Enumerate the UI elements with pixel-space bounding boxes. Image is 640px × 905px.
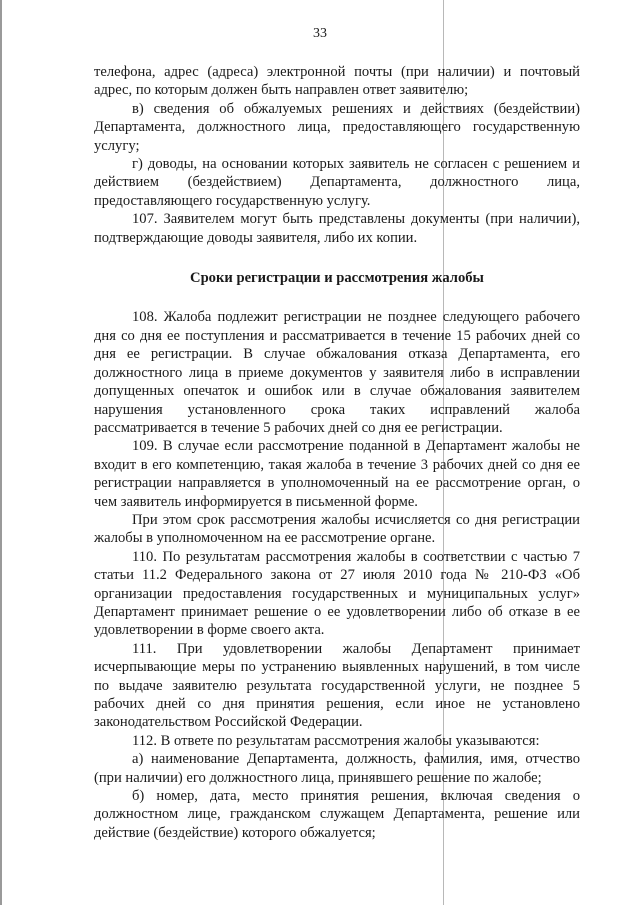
paragraph: 110. По результатам рассмотрения жалобы в соответствии с частью 7 статьи 11.2 Федерального закона от 27 июля 2010 года № 210-ФЗ «Об организации предоставления государственных и муниципальных услуг» Департамент принимает решение о ее удовлетворении либо об отказе в ее удовлетворении в форме своего акта.: [94, 548, 580, 639]
paragraph: г) доводы, на основании которых заявитель не согласен с решением и действием (бездействием) Департамента, должностного лица, предоставляющего государственную услугу.: [94, 156, 580, 209]
paragraph: в) сведения об обжалуемых решениях и действиях (бездействии) Департамента, должностного лица, предоставляющего государственную услугу;: [94, 100, 580, 154]
paragraph: 109. В случае если рассмотрение поданной в Департамент жалобы не входит в его компетенцию, такая жалоба в течение 3 рабочих дней со дня ее регистрации направляется в уполномоченный на ее рассмотрение орган, о чем заявитель информируется в письменной форме.: [94, 438, 580, 510]
paragraph: 111. При удовлетворении жалобы Департамент принимает исчерпывающие меры по устранению выявленных нарушений, в том числе по выдаче заявителю результата государственной услуги, не позднее 5 рабочих дней со дня принятия решения, если иное не установлено законодательством Российской Федерации.: [94, 640, 580, 731]
paragraph: б) номер, дата, место принятия решения, включая сведения о должностном лице, гражданском служащем Департамента, решение или действие (бездействие) которого обжалуется;: [94, 788, 580, 841]
scan-left-edge: [0, 0, 2, 905]
paragraph: телефона, адрес (адреса) электронной почты (при наличии) и почтовый адрес, по которым должен быть направлен ответ заявителю;: [94, 64, 580, 99]
page-number: 33: [313, 26, 327, 41]
paragraph: При этом срок рассмотрения жалобы исчисляется со дня регистрации жалобы в уполномоченном на ее рассмотрение органе.: [94, 511, 580, 547]
document-body: [94, 63, 580, 842]
paragraph: 107. Заявителем могут быть представлены документы (при наличии), подтверждающие доводы заявителя, либо их копии.: [94, 211, 580, 246]
paragraph: 112. В ответе по результатам рассмотрения жалобы указываются:: [132, 732, 540, 749]
section-heading: Сроки регистрации и рассмотрения жалобы: [190, 270, 484, 287]
paragraph: 108. Жалоба подлежит регистрации не позднее следующего рабочего дня со дня ее поступления и рассматривается в течение 15 рабочих дней со дня ее регистрации. В случае обжалования отказа Департамента, его должностного лица в приеме документов у заявителя либо в исправлении допущенных опечаток и ошибок или в случае обжалования заявителем нарушения установленного срока таких исправлений жалоба рассматривается в течение 5 рабочих дней со дня ее регистрации.: [94, 309, 580, 436]
paragraph: а) наименование Департамента, должность, фамилия, имя, отчество (при наличии) его должностного лица, принявшего решение по жалобе;: [94, 751, 580, 786]
